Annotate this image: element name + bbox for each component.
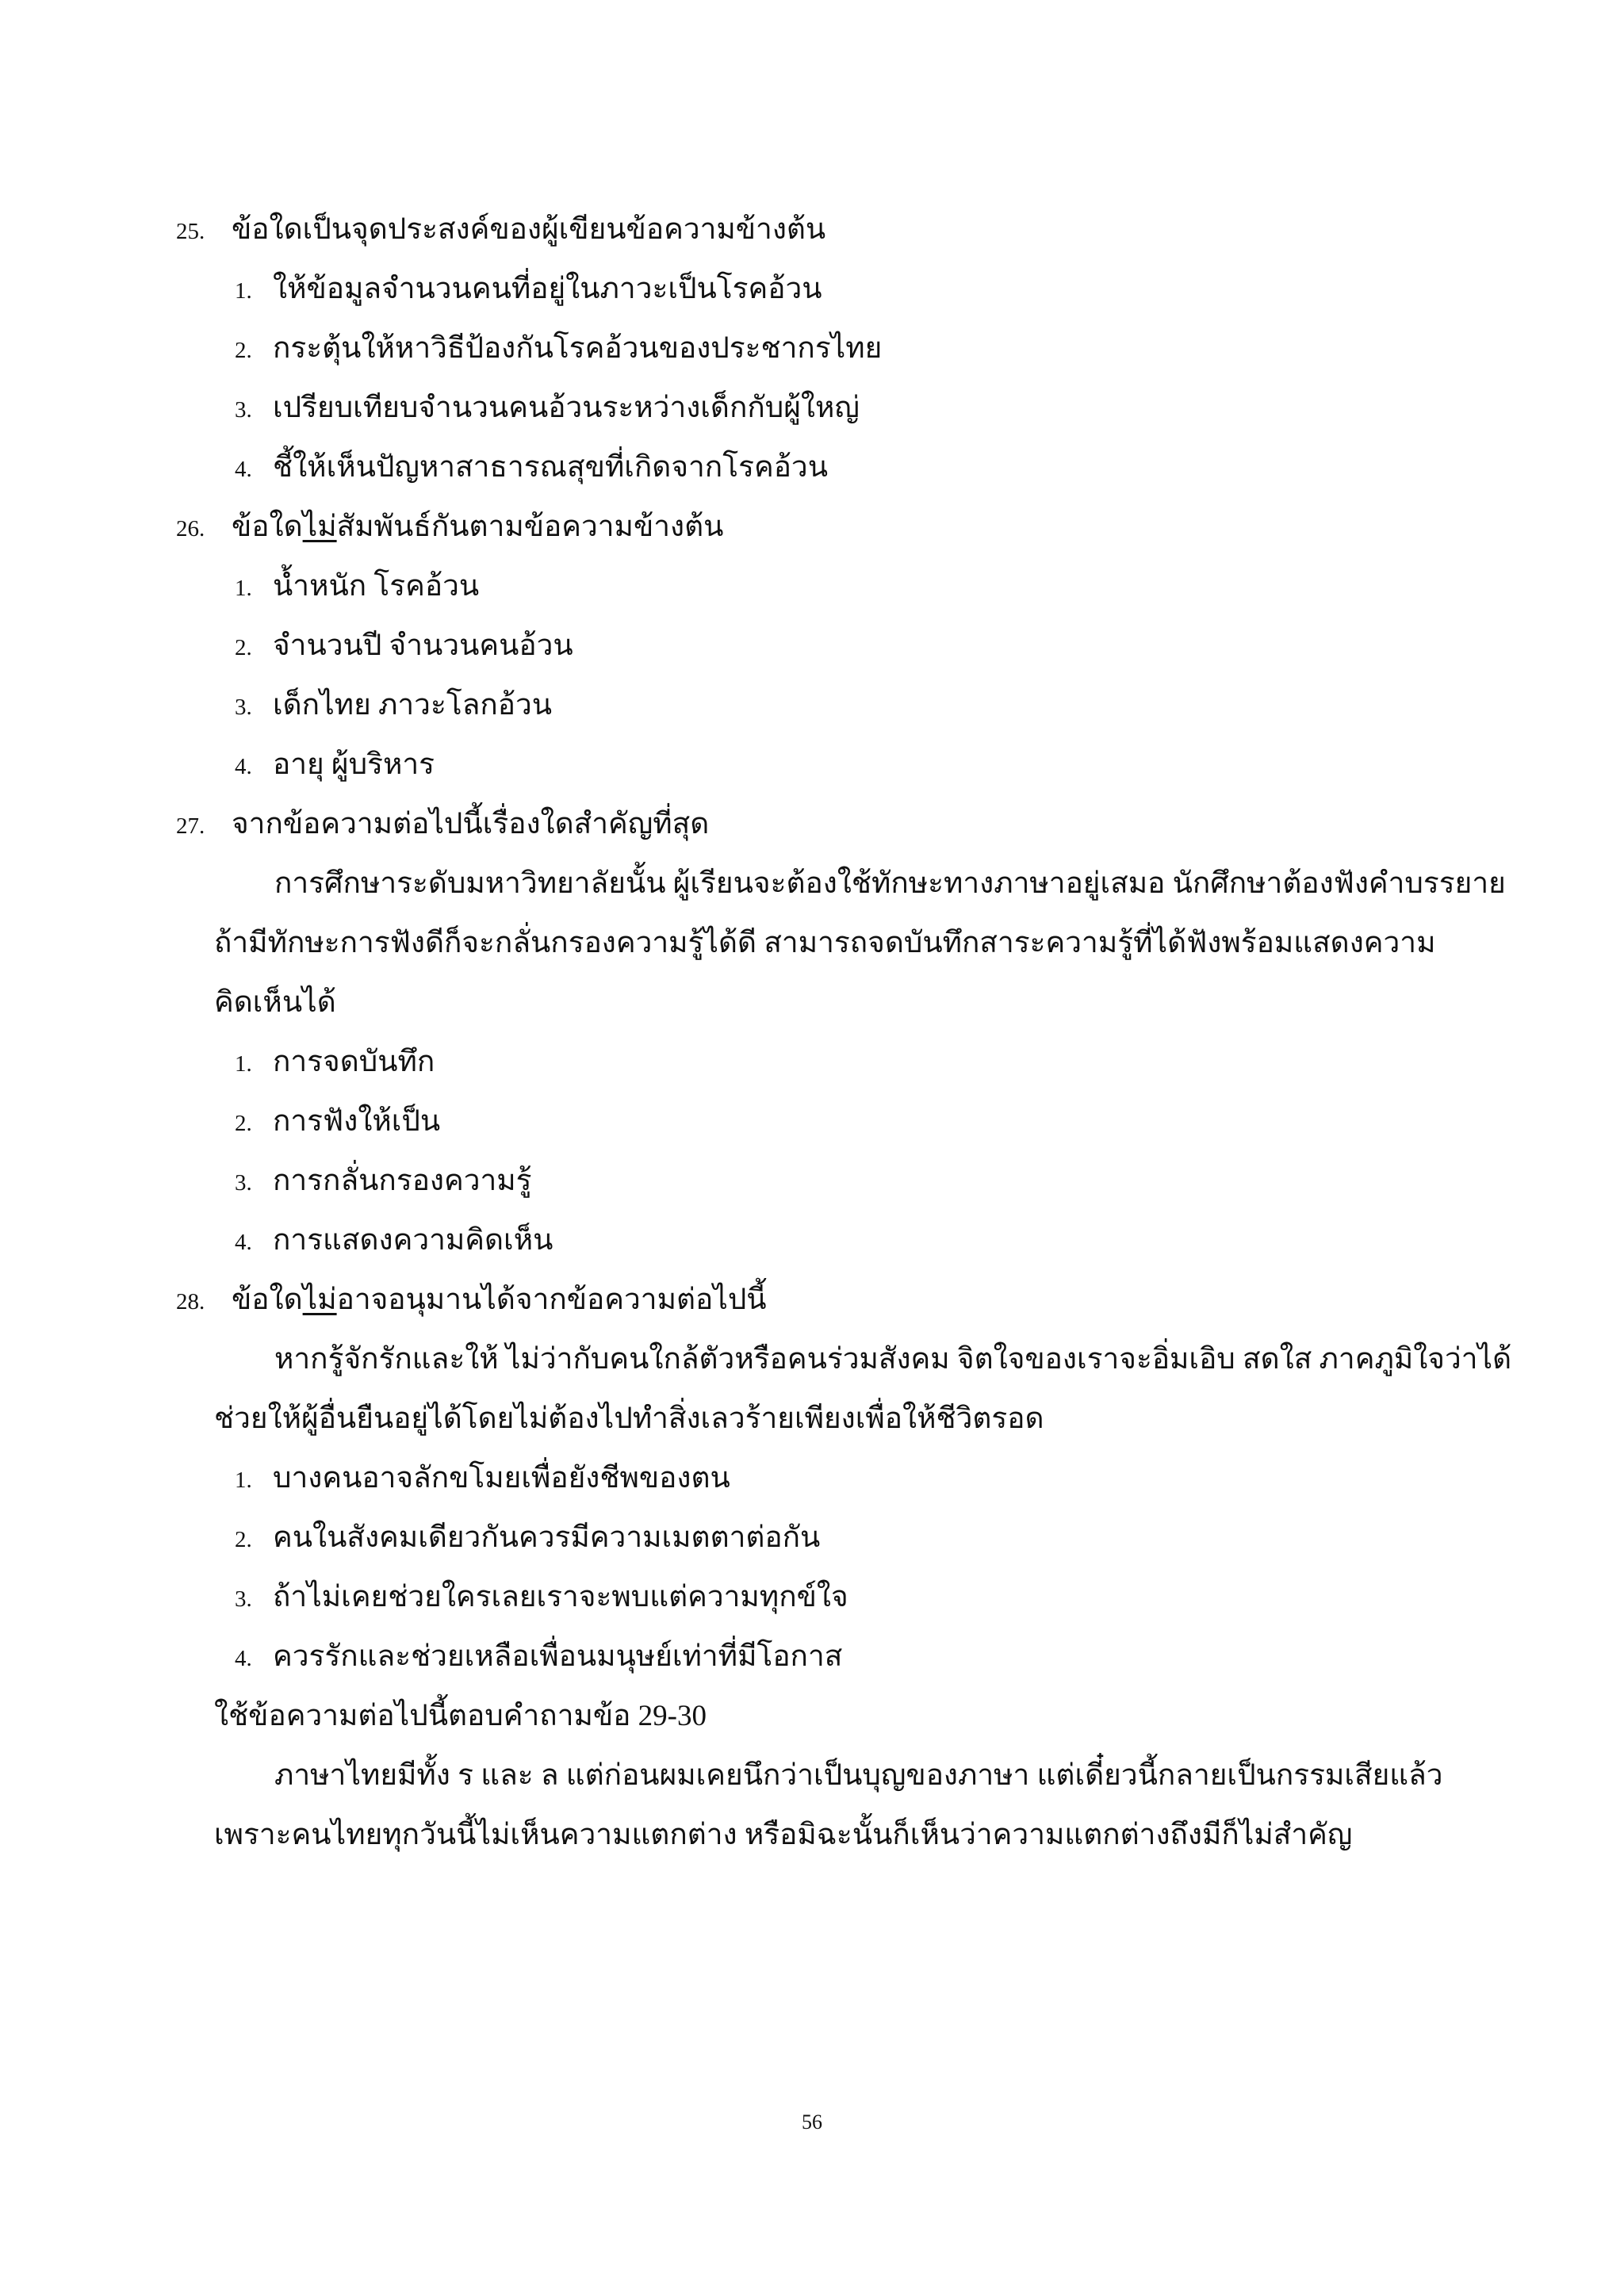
question-number: 27. <box>176 813 205 839</box>
question-text-before: ข้อใด <box>232 1284 303 1316</box>
answer-option <box>235 330 882 369</box>
answer-option <box>235 1162 532 1202</box>
option-text: จำนวนปี จำนวนคนอ้วน <box>273 629 573 662</box>
answer-option <box>235 1578 848 1618</box>
option-number: 3. <box>235 397 252 423</box>
underlined-negation: ไม่ <box>302 511 337 543</box>
question-stem <box>176 211 825 251</box>
answer-option <box>235 270 822 310</box>
passage-line: หากรู้จักรักและให้ ไม่ว่ากับคนใกล้ตัวหรือคนร่วมสังคม จิตใจของเราจะอิ่มเอิบ สดใส ภาคภูมิใจว่าได้ <box>274 1343 1512 1376</box>
option-number: 4. <box>235 457 252 482</box>
option-number: 4. <box>235 754 252 779</box>
option-number: 2. <box>235 1111 252 1136</box>
option-text: ให้ข้อมูลจำนวนคนที่อยู่ในภาวะเป็นโรคอ้วน <box>273 273 822 305</box>
answer-option <box>235 627 573 667</box>
answer-option <box>235 687 552 726</box>
passage-line: การศึกษาระดับมหาวิทยาลัยนั้น ผู้เรียนจะต้องใช้ทักษะทางภาษาอยู่เสมอ นักศึกษาต้องฟังคำบรรยาย <box>274 867 1506 900</box>
option-number: 1. <box>235 1468 252 1493</box>
instruction-text: ใช้ข้อความต่อไปนี้ตอบคำถามข้อ 29-30 <box>214 1700 707 1732</box>
option-number: 1. <box>235 278 252 304</box>
option-text: ควรรักและช่วยเหลือเพื่อนมนุษย์เท่าที่มีโอกาส <box>273 1640 843 1673</box>
answer-option <box>235 1638 842 1678</box>
option-number: 2. <box>235 1527 252 1552</box>
question-text-after: อาจอนุมานได้จากข้อความต่อไปนี้ <box>336 1284 767 1316</box>
option-text: ชี้ให้เห็นปัญหาสาธารณสุขที่เกิดจากโรคอ้วน <box>273 451 828 484</box>
answer-option <box>235 389 860 429</box>
option-text: กระตุ้นให้หาวิธีป้องกันโรคอ้วนของประชากรไทย <box>273 332 883 365</box>
option-text: อายุ ผู้บริหาร <box>273 748 435 781</box>
answer-option <box>235 449 828 488</box>
page-number: 56 <box>802 2110 822 2133</box>
option-text: เด็กไทย ภาวะโลกอ้วน <box>273 689 553 721</box>
option-text: การฟังให้เป็น <box>273 1105 441 1138</box>
answer-option <box>235 1519 820 1559</box>
option-number: 4. <box>235 1646 252 1671</box>
question-text-before: ข้อใด <box>232 511 303 543</box>
option-number: 3. <box>235 1586 252 1612</box>
question-number: 25. <box>176 219 205 244</box>
option-text: ถ้าไม่เคยช่วยใครเลยเราจะพบแต่ความทุกข์ใจ <box>273 1581 848 1613</box>
option-number: 2. <box>235 635 252 660</box>
passage-line: คิดเห็นได้ <box>214 986 336 1019</box>
option-text: การกลั่นกรองความรู้ <box>273 1165 532 1197</box>
option-number: 4. <box>235 1230 252 1255</box>
passage-line: ภาษาไทยมีทั้ง ร และ ล แต่ก่อนผมเคยนึกว่าเป็นบุญของภาษา แต่เดี๋ยวนี้กลายเป็นกรรมเสียแล้ว <box>274 1759 1443 1792</box>
underlined-negation: ไม่ <box>302 1284 337 1316</box>
option-number: 1. <box>235 576 252 601</box>
question-text: ข้อใดเป็นจุดประสงค์ของผู้เขียนข้อความข้างต้น <box>232 213 826 246</box>
answer-option <box>235 1222 553 1261</box>
answer-option <box>235 568 479 607</box>
question-number: 26. <box>176 516 205 541</box>
option-number: 3. <box>235 695 252 720</box>
option-text: บางคนอาจลักขโมยเพื่อยังชีพของตน <box>273 1462 730 1494</box>
question-text: จากข้อความต่อไปนี้เรื่องใดสำคัญที่สุด <box>232 808 710 840</box>
option-number: 2. <box>235 338 252 363</box>
answer-option <box>235 1043 435 1083</box>
option-text: การจดบันทึก <box>273 1046 435 1078</box>
option-number: 3. <box>235 1170 252 1196</box>
answer-option <box>235 1103 440 1142</box>
question-stem <box>176 508 723 548</box>
question-stem <box>176 806 709 845</box>
option-number: 1. <box>235 1051 252 1077</box>
question-number: 28. <box>176 1289 205 1314</box>
passage-line: เพราะคนไทยทุกวันนี้ไม่เห็นความแตกต่าง หรือมิฉะนั้นก็เห็นว่าความแตกต่างถึงมีก็ไม่สำคัญ <box>214 1819 1353 1851</box>
question-stem <box>176 1281 767 1321</box>
option-text: การแสดงความคิดเห็น <box>273 1224 553 1257</box>
passage-line: ถ้ามีทักษะการฟังดีก็จะกลั่นกรองความรู้ได้ดี สามารถจดบันทึกสาระความรู้ที่ได้ฟังพร้อมแสดงความ <box>214 927 1436 959</box>
option-text: คนในสังคมเดียวกันควรมีความเมตตาต่อกัน <box>273 1521 821 1554</box>
answer-option <box>235 1460 730 1499</box>
question-text-after: สัมพันธ์กันตามข้อความข้างต้น <box>336 511 724 543</box>
passage-line: ช่วยให้ผู้อื่นยืนอยู่ได้โดยไม่ต้องไปทำสิ่งเลวร้ายเพียงเพื่อให้ชีวิตรอด <box>214 1402 1044 1435</box>
option-text: เปรียบเทียบจำนวนคนอ้วนระหว่างเด็กกับผู้ใหญ่ <box>273 392 860 424</box>
answer-option <box>235 746 435 786</box>
option-text: น้ำหนัก โรคอ้วน <box>273 570 480 603</box>
